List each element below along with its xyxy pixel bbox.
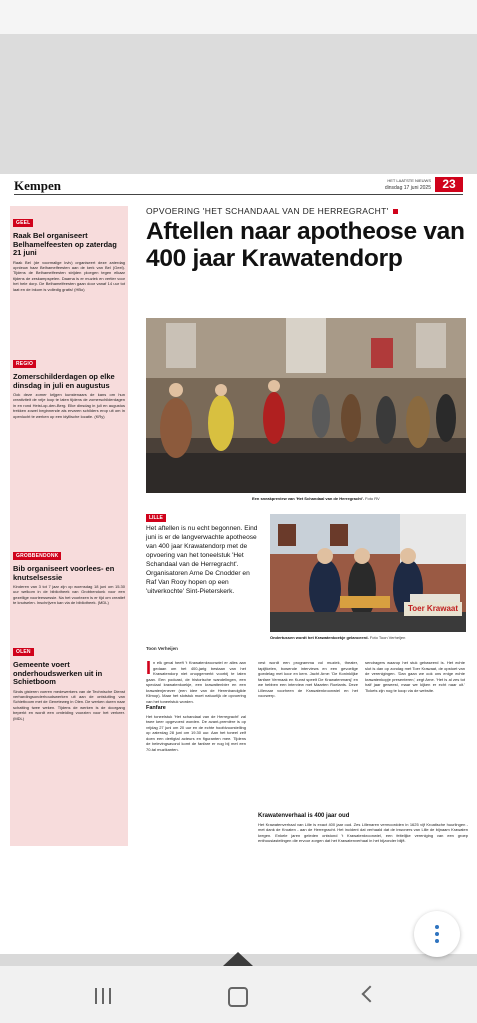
theatre-photo-art: [146, 318, 466, 493]
kicker-text: OPVOERING 'HET SCHANDAAL VAN DE HERREGRACHT': [146, 206, 389, 216]
publication-date: dinsdag 17 juni 2025: [384, 185, 431, 191]
column-text: vest wordt een programma vol muziek, theater, tapijtkelen, bowende interviews en een gevoelige goedelag met koor en kern. Jacht Arne: 'De Koninklijke fanfare Vermaak en Kunst speelt De Krawatenmarsj' en we hebben een interview met Maarten Roelants. Deze Lillenaar voorheen de Krawatenkroonwiel en het voorwerp.: [258, 660, 358, 698]
location-tag: REGIO: [13, 360, 36, 368]
location-tag: GEEL: [13, 219, 33, 227]
sidebar-item: [13, 211, 125, 292]
sidebar-text: Raak Bel (de voormalige kvlv) organiseert deze zaterdag opnieuw haar Belhamelfeesten aan de kerk van Bel (Geel). Tijdens de Belhamelfeesten strijden ploegen tegen elkaar tijdens de zeskampspelen. Daarna is er muziek en vertier voor het hele dorp. De Belhamelfeesten gaan door vanaf 14 uur tot laat en de inkom is volledig gratis! (HBo): [13, 259, 125, 292]
location-tag: GROBBENDONK: [13, 552, 61, 560]
article-kicker: [146, 206, 398, 216]
news-sidebar: [10, 206, 128, 846]
sidebar-item: [13, 544, 125, 606]
sidebar-headline: Gemeente voert onderhoudswerken uit in Schietboom: [13, 660, 103, 686]
expand-handle-icon[interactable]: [223, 952, 253, 966]
column-text: sendragers waarop het stuk gebaseerd is. Het echte slot is dan op zondag met Toer Krawaat, de opstoet van de verenigingen. 'Dan gaan we ook ons enige echte krawatenkopje presenteren,' zegt Arne. 'Het is al zes tot half jaar geweest, maar we kijken er echt naar uit.' Tickets zijn nog te koop via de website.: [365, 660, 465, 693]
dropcap: I: [146, 658, 152, 678]
viewer-background: [0, 34, 477, 174]
options-button[interactable]: [414, 911, 460, 957]
sidebar-text: Ook deze zomer krijgen kunstenaars de kans om hun creativiteit de vrije loop te laten tijdens de zomerschilderdagen in en rond Heist-op-den-Berg. Elke dinsdag in juli en augustus trekken zowel beginnende als ervaren schilders erop uit om in openlucht te werken op een idyllische locatie. (KRy): [13, 392, 125, 419]
article-headline: Aftellen naar apotheose van 400 jaar Krawatendorp: [146, 218, 465, 272]
header-rule: [14, 194, 463, 195]
publication-name: HET LAATSTE NIEUWS: [387, 178, 431, 183]
back-icon[interactable]: [362, 986, 379, 1003]
info-box-title: Krawatenverhaal is 400 jaar oud: [258, 813, 350, 819]
status-bar: [0, 0, 477, 34]
cookie-photo: [270, 514, 466, 632]
page-number-badge: 23: [435, 177, 463, 192]
section-title: Kempen: [14, 178, 61, 193]
article-subhead: Fanfare: [146, 705, 166, 711]
photo-caption: [270, 635, 405, 640]
article-byline: Toon Verheijen: [146, 646, 178, 651]
article-column: [146, 660, 246, 752]
sidebar-headline: Zomerschilderdagen op elke dinsdag in juli en augustus: [13, 372, 115, 390]
sidebar-item: [13, 352, 125, 419]
location-tag: OLEN: [13, 648, 34, 656]
sidebar-text: Kinderen van 3 tot 7 jaar zijn op woensdag 18 juni om 15.30 uur welkom in de bibliotheek van Grobbendonk voor een gezellige voorleessessie. Na het voorlezen is er tijd om creatief te knutselen. Inschrijven kan via de bibliotheek. (MDL): [13, 584, 125, 606]
location-tag: LILLE: [146, 514, 166, 522]
column-text: n elk geval heeft 't Krawatenkroonwiel er alles aan gedaan om het 400-jarig bestaan van het Krawatendorp niet onopgemerkt voorbij te laten gaan. Een podcast, de historische wandelingen, een speciaal krawatenkoekje, een krawattenbier en een krawatenjenever (een idee van de Herenbandgilde Klimop). Maar het slotstuk moet natuurlijk de opvoering van het toneelstuk worden.: [146, 660, 246, 704]
sidebar-text: Sinds gisteren voeren medewerkers van de Technische Dienst verhardingsonderhoudswerken uit aan de ontsluiting van Schietboom met de Geneteweg in Olen. De werken duren naar schatting twee weken. Tijdens de werken is de doorgang beperkt en wordt een omleiding voorzien voor het verkeer. (MDL): [13, 688, 125, 721]
info-box: [258, 814, 468, 844]
more-vert-icon: [435, 925, 439, 929]
photo-credit: Foto Toon Verheijen: [369, 635, 406, 640]
more-vert-icon: [435, 932, 439, 936]
newspaper-page[interactable]: [0, 174, 477, 954]
column-text: Het toneelstuk 'Het schandaal van de Herregracht' zal twee keer opgevoerd worden. De avant-première is op vrijdag 27 juni om 20 uur en de echte hoofdvoorstelling op zaterdag 28 juni om 19.30 uur. Aan het toneel zelf doen een dertigtal acteurs en figuranten mee. Tijdens de belevingsavond komt de fanfare er nog bij met een 70-tal muzikanten.: [146, 713, 246, 752]
caption-text: Een sneakpreview van 'Het Schandaal van de Herregracht'.: [252, 496, 364, 501]
system-nav-bar: [0, 966, 477, 1023]
info-box-text: Het Krawatenverhaal van Lille is exact 400 jaar oud. Zes Lillenaren vermoordden in 1625 vijf Kroatische huurlingen - met dank de Kroaten - aan de Herregracht. Het incident dat verhaald dat de inwoners van Lille de bijnaam Krawaten kregen. Enkele jaren geleden ontstond 't Krawatenkroonwiel, een feitelijke vereniging van een groep enthousiastelingen die ervoor zorgen dat het Krawatenverhaal in het bijzonder blijft.: [258, 821, 468, 843]
article-intro: Het aftellen is nu echt begonnen. Eind juni is er de langverwachte apotheose van 400 jaar Krawatendorp met de opvoering van het toneelstuk 'Het Schandaal van de Herregracht'. Organisatoren Arne De Cnodder en Raf Van Rooy hopen op een 'uitverkochte' Sint-Pieterskerk.: [146, 525, 258, 595]
sidebar-item: [13, 640, 125, 721]
theatre-photo: [146, 318, 466, 493]
photo-credit: Foto RV: [365, 496, 380, 501]
photo-caption: [252, 496, 380, 501]
article-column: [365, 660, 465, 810]
caption-text: Ondertussen wordt het Krawatenkoekje gelanceerd.: [270, 635, 369, 640]
article-column: [258, 660, 358, 810]
more-vert-icon: [435, 939, 439, 943]
home-icon[interactable]: [228, 987, 248, 1007]
kicker-square-icon: [393, 209, 398, 214]
sidebar-headline: Raak Bel organiseert Belhamelfeesten op zaterdag 21 juni: [13, 231, 117, 257]
toer-krawaat-banner: Toer Krawaat: [404, 602, 462, 616]
recent-apps-icon[interactable]: [94, 988, 112, 1004]
sidebar-headline: Bib organiseert voorlees- en knutselsessie: [13, 564, 115, 582]
